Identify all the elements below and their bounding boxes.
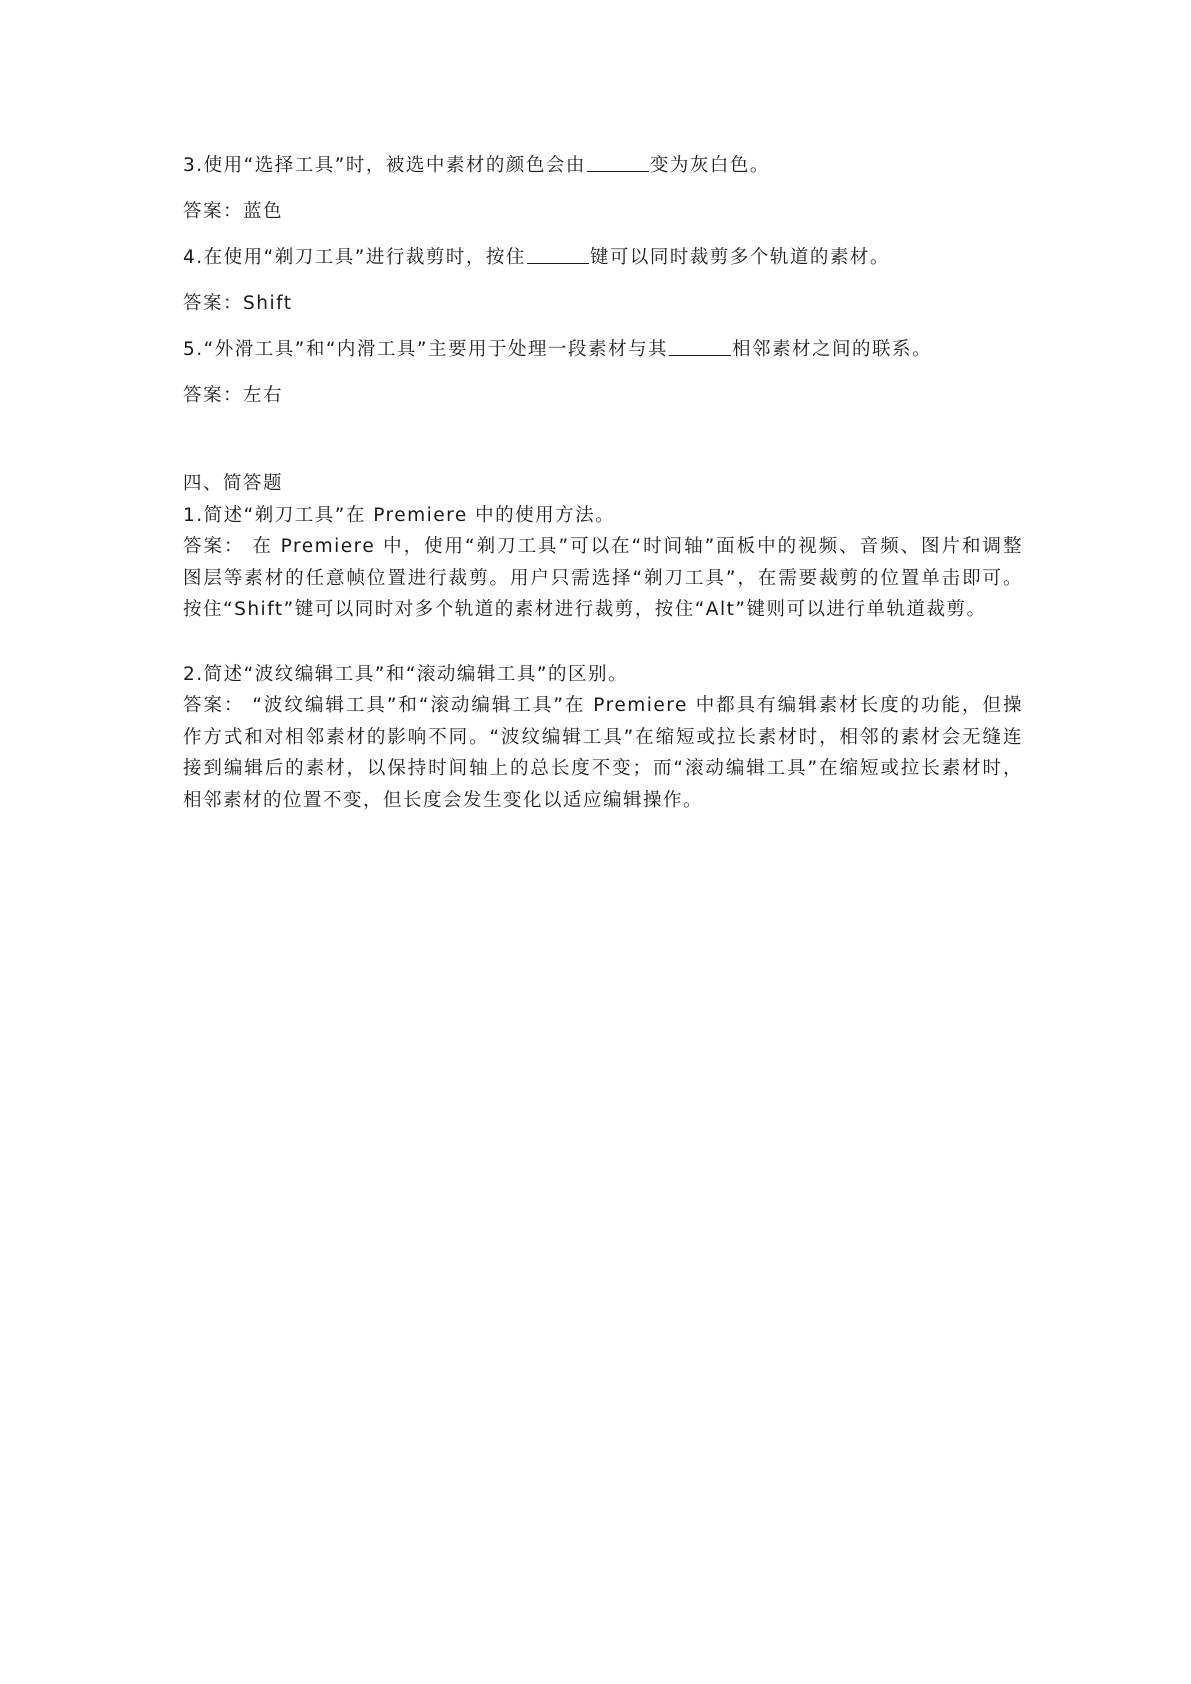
question-5-text-before: 5.“外滑工具”和“内滑工具”主要用于处理一段素材与其: [183, 339, 668, 360]
question-5: [183, 334, 1023, 366]
page-content: [183, 150, 1023, 816]
question-4-text-after: 键可以同时裁剪多个轨道的素材。: [589, 247, 890, 268]
question-3-text-after: 变为灰白色。: [649, 155, 770, 176]
short-answer-section: [183, 468, 1023, 816]
short-answer-1: 答案： 在 Premiere 中，使用“剃刀工具”可以在“时间轴”面板中的视频、音频、图片和调整图层等素材的任意帧位置进行裁剪。用户只需选择“剃刀工具”，在需要裁剪的位置单击即可。按住“Shift”键可以同时对多个轨道的素材进行裁剪，按住“Alt”键则可以进行单轨道裁剪。: [183, 536, 1023, 620]
answer-5: 答案：左右: [183, 385, 284, 406]
question-4: [183, 242, 1023, 274]
question-5-blank: [669, 337, 731, 356]
question-3-blank: [587, 153, 649, 172]
question-3-text-before: 3.使用“选择工具”时，被选中素材的颜色会由: [183, 155, 586, 176]
question-3: [183, 150, 1023, 182]
answer-4: 答案：Shift: [183, 293, 293, 314]
answer-3: 答案：蓝色: [183, 201, 284, 222]
short-question-2: 2.简述“波纹编辑工具”和“滚动编辑工具”的区别。: [183, 663, 628, 685]
question-4-text-before: 4.在使用“剃刀工具”进行裁剪时，按住: [183, 247, 526, 268]
short-question-1: 1.简述“剃刀工具”在 Premiere 中的使用方法。: [183, 504, 616, 526]
question-4-blank: [527, 245, 589, 264]
section-title: 四、简答题: [183, 473, 284, 494]
question-5-text-after: 相邻素材之间的联系。: [732, 339, 933, 360]
short-answer-2: 答案： “波纹编辑工具”和“滚动编辑工具”在 Premiere 中都具有编辑素材长度的功能，但操作方式和对相邻素材的影响不同。“波纹编辑工具”在缩短或拉长素材时，相邻的素材会无缝连接到编辑后的素材，以保持时间轴上的总长度不变；而“滚动编辑工具”在缩短或拉长素材时，相邻素材的位置不变，但长度会发生变化以适应编辑操作。: [183, 695, 1023, 811]
